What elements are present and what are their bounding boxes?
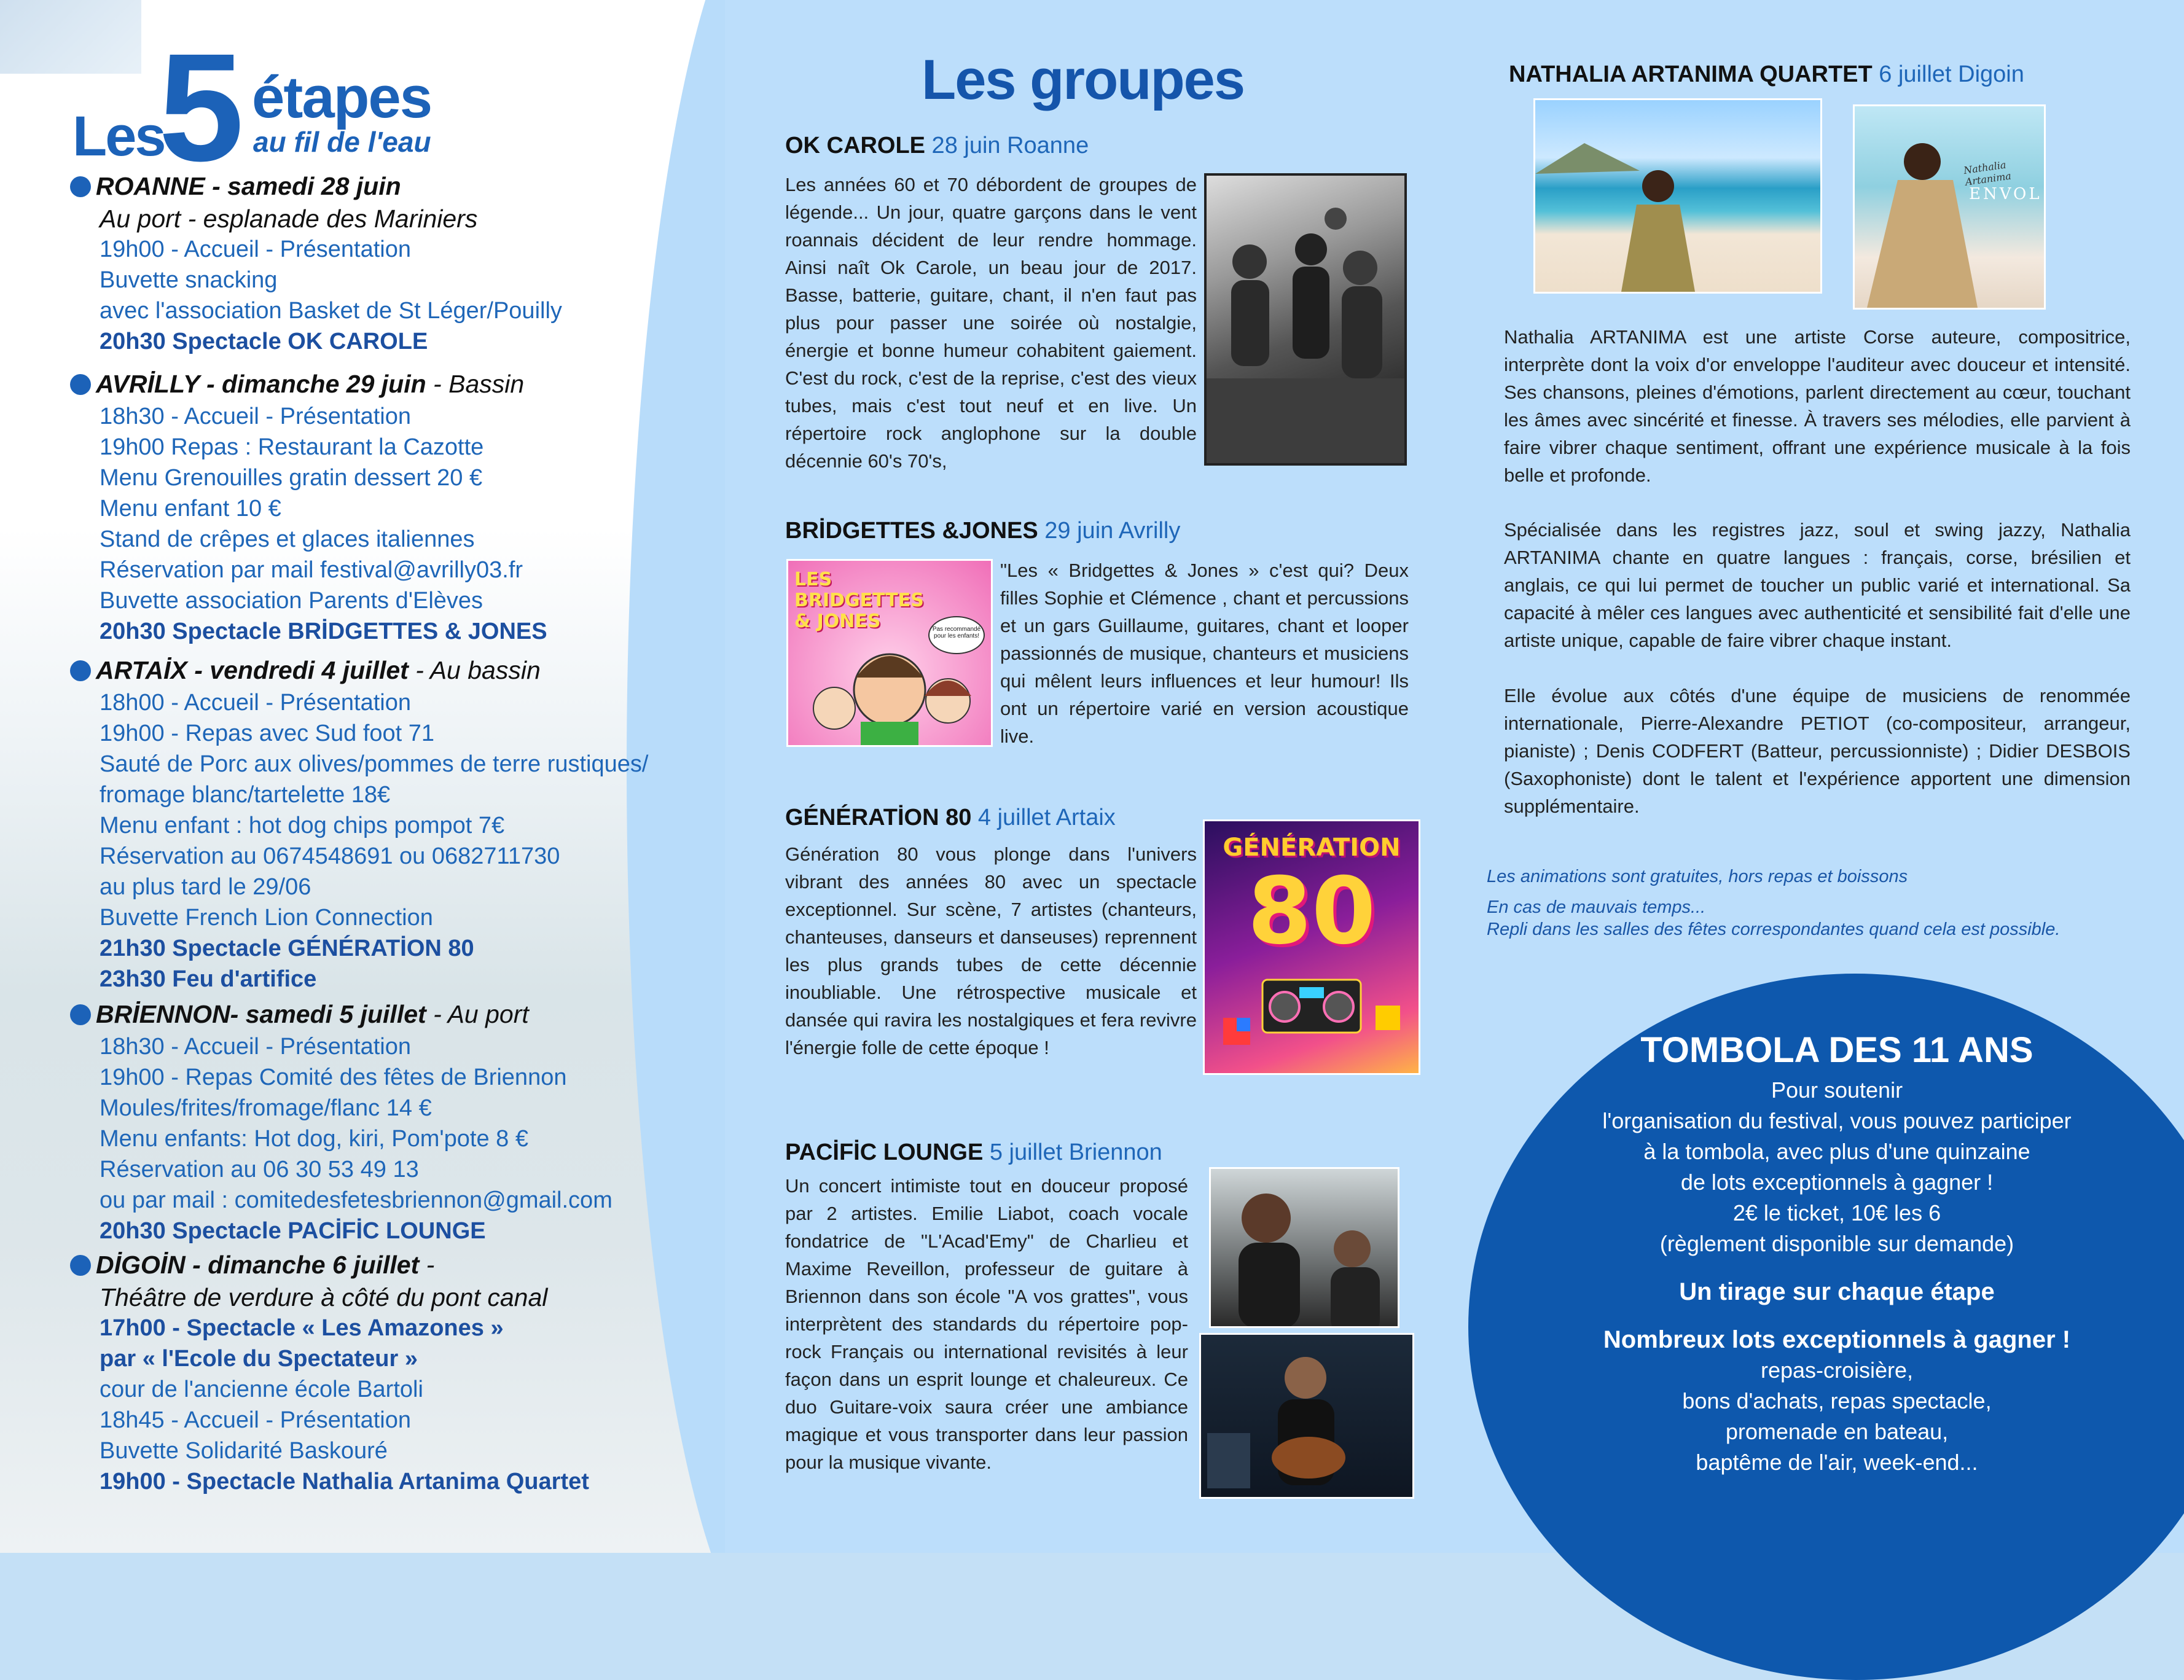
generation-heading: GÉNÉRATİON 80 4 juillet Artaix (785, 805, 1116, 830)
note-free: Les animations sont gratuites, hors repas et boissons (1487, 867, 1908, 886)
nathalia-heading: NATHALIA ARTANIMA QUARTET 6 juillet Digoin (1509, 61, 2024, 87)
stage-line: Sauté de Porc aux olives/pommes de terre rustiques/ (100, 751, 649, 777)
stage-line: ou par mail : comitedesfetesbriennon@gmail.com (100, 1187, 613, 1213)
album-singer (1855, 106, 2044, 308)
tombola-intro-4: 2€ le ticket, 10€ les 6 (1732, 1200, 1941, 1225)
generation-poster-number: 80 (1247, 858, 1376, 965)
stage-line: avec l'association Basket de St Léger/Pouilly (100, 298, 562, 324)
ok-carole-heading: OK CAROLE 28 juin Roanne (785, 133, 1089, 158)
bullet-dot-icon (70, 1004, 91, 1025)
tombola-tirage: Un tirage sur chaque étape (1679, 1278, 1995, 1305)
logo-five: 5 (159, 21, 245, 193)
stage-0 (69, 170, 720, 357)
stage-2 (69, 654, 720, 994)
tombola-content (1487, 1026, 2184, 1478)
stage-line: 18h30 - Accueil - Présentation (100, 1034, 411, 1060)
stage-4 (69, 1248, 720, 1497)
logo-subtitle: au fil de l'eau (253, 126, 431, 158)
tombola-intro-3: de lots exceptionnels à gagner ! (1680, 1170, 1994, 1195)
guitarist-silhouette (1201, 1335, 1412, 1497)
generation-text: Génération 80 vous plonge dans l'univers vibrant des années 80 avec un spectacle exceptionnel. Sur scène, 7 artistes (chanteurs, chanteuses, danseurs et danseuses) reprennent les plus grands tubes de cette décennie inoubliable. Une rétrospective musicale et dansée qui ravira les nostalgiques et fera revivre l'énergie folle de cette époque ! (785, 843, 1197, 1058)
pacific-text: Un concert intimiste tout en douceur proposé par 2 artistes. Emilie Liabot, coach vocale fondatrice de "L'Acad'Emy" de Charlieu et Maxime Reveillon, professeur de guitare à Briennon dans son école "A vos grattes", vous interprètent des standards du répertoire pop-rock Français ou international revisités à leur façon dans un esprit lounge et chaleureux. Ce duo Guitare-voix saura créer une ambiance magique et vous transporter dans leur passion pour la musique vivante. (785, 1175, 1188, 1473)
stage-line: 19h00 - Accueil - Présentation (100, 236, 411, 262)
stage-line: cour de l'ancienne école Bartoli (100, 1377, 423, 1402)
cartoon-faces (788, 561, 991, 745)
nathalia-text-1: Nathalia ARTANIMA est une artiste Corse auteure, compositrice, interprète dont la voix d'or enveloppe l'auditeur avec douceur et intensité. Ses chansons, pleines d'émotions, parlent directement au cœur, touchant les âmes avec sincérité et finesse. À travers ses mélodies, elle parvient à faire vibrer chaque sentiment, offrant une expérience musicale à la fois belle et profonde. (1504, 326, 2131, 486)
stage-heading: ARTAİX - vendredi 4 juillet - Au bassin (69, 654, 720, 687)
nathalia-photo-beach (1533, 98, 1822, 294)
stage-line: Menu enfant : hot dog chips pompot 7€ (100, 813, 505, 838)
bridgettes-text: "Les « Bridgettes & Jones » c'est qui? Deux filles Sophie et Clémence , chant et percussions et un gars Guillaume, guitares, chant et looper passionnés de musique, chanteurs et musiciens qui mêlent leurs influences et leur humour! Ils ont un répertoire varié en version acoustique live. (1000, 560, 1409, 747)
nathalia-album-cover (1853, 104, 2046, 310)
stage-heading: BRİENNON- samedi 5 juillet - Au port (69, 998, 720, 1031)
stage-line: 23h30 Feu d'artifice (100, 966, 317, 992)
tombola-lot-2: promenade en bateau, (1725, 1419, 1949, 1444)
note-fallback: Repli dans les salles des fêtes correspondantes quand cela est possible. (1487, 920, 2061, 939)
stage-line: 17h00 - Spectacle « Les Amazones » (100, 1315, 504, 1341)
nathalia-text-2: Spécialisée dans les registres jazz, soul et swing jazzy, Nathalia ARTANIMA chante en quatre langues : français, corse, brésilien et anglais, ce qui lui permet de toucher un public varié et international. Sa capacité à mêler ces langues avec authenticité et sensibilité fait d'elle une artiste unique, capable de faire vibrer chaque instant. (1504, 519, 2131, 651)
stage-heading: DİGOİN - dimanche 6 juillet - (69, 1248, 720, 1282)
generation-poster (1203, 819, 1420, 1075)
stage-line: 20h30 Spectacle BRİDGETTES & JONES (100, 619, 547, 644)
corner-decoration (0, 0, 141, 74)
tombola-title: TOMBOLA DES 11 ANS (1640, 1030, 2033, 1070)
stage-3 (69, 998, 720, 1246)
generation-poster-title: GÉNÉRATION (1223, 834, 1401, 862)
stage-line: 21h30 Spectacle GÉNÉRATİON 80 (100, 936, 474, 961)
album-signature: Nathalia Artanima (1962, 158, 2012, 188)
bullet-dot-icon (70, 176, 91, 197)
stage-line: Stand de crêpes et glaces italiennes (100, 526, 475, 552)
stage-line: Réservation par mail festival@avrilly03.fr (100, 557, 523, 583)
boombox-icon (1205, 821, 1419, 1073)
tombola-lot-3: baptême de l'air, week-end... (1696, 1450, 1978, 1475)
singer-silhouette (1211, 1169, 1398, 1326)
stage-line: Buvette French Lion Connection (100, 905, 433, 931)
stage-line: 18h45 - Accueil - Présentation (100, 1407, 411, 1433)
stage-line: Réservation au 06 30 53 49 13 (100, 1157, 419, 1182)
stage-line: Buvette Solidarité Baskouré (100, 1438, 388, 1464)
stage-line: 19h00 - Repas avec Sud foot 71 (100, 721, 435, 746)
bridgettes-poster (786, 559, 993, 747)
stage-line: 18h30 - Accueil - Présentation (100, 404, 411, 429)
stage-line: Menu enfant 10 € (100, 496, 281, 522)
pacific-photo-guitarist (1199, 1333, 1414, 1499)
stage-line: 19h00 - Spectacle Nathalia Artanima Quartet (100, 1469, 589, 1494)
album-title: ENVOL (1969, 185, 2042, 203)
stage-line: 20h30 Spectacle OK CAROLE (100, 329, 428, 354)
bridgettes-heading: BRİDGETTES &JONES 29 juin Avrilly (785, 518, 1181, 544)
stage-line: Réservation au 0674548691 ou 0682711730 (100, 843, 560, 869)
tombola-lot-0: repas-croisière, (1760, 1358, 1914, 1383)
tombola-intro-0: Pour soutenir (1771, 1077, 1903, 1103)
tombola-intro-5: (règlement disponible sur demande) (1659, 1231, 2014, 1256)
stage-line: 19h00 - Repas Comité des fêtes de Briennon (100, 1065, 567, 1090)
ok-carole-text: Les années 60 et 70 débordent de groupes de légende... Un jour, quatre garçons dans le vent roannais décident de leur rendre hommage. Ainsi naît Ok Carole, un beau jour de 2017. Basse, batterie, guitare, chant, il n'en faut pas plus pour passer une soirée où nostalgie, énergie et bonne humeur cohabitent gaiement. C'est du rock, c'est de la reprise, c'est des vieux tubes, mais c'est tout neuf et en live. Un répertoire rock anglophone sur la double décennie 60's 70's, (785, 174, 1197, 472)
logo-etapes: étapes (252, 64, 432, 130)
stage-1 (69, 367, 720, 647)
singer-on-beach (1535, 100, 1820, 292)
pacific-heading: PACİFİC LOUNGE 5 juillet Briennon (785, 1139, 1162, 1165)
stage-line: Menu Grenouilles gratin dessert 20 € (100, 465, 483, 491)
bullet-dot-icon (70, 1255, 91, 1276)
stage-line: Théâtre de verdure à côté du pont canal (100, 1283, 548, 1311)
tombola-intro-2: à la tombola, avec plus d'une quinzaine (1643, 1139, 2030, 1164)
nathalia-text-3: Elle évolue aux côtés d'une équipe de musiciens de renommée internationale, Pierre-Alexandre PETIOT (co-compositeur, arrangeur, pianiste) ; Denis CODFERT (Batteur, percussionniste) ; Didier DESBOIS (Saxophoniste) dont le talent et l'expérience apportent une dimension supplémentaire. (1504, 685, 2131, 817)
info-notes (1487, 863, 2060, 943)
bullet-dot-icon (70, 660, 91, 681)
note-weather: En cas de mauvais temps... (1487, 897, 1706, 917)
stage-line: Buvette snacking (100, 267, 278, 293)
stage-heading: ROANNE - samedi 28 juin (69, 170, 720, 203)
stage-line: fromage blanc/tartelette 18€ (100, 782, 391, 808)
groups-title: Les groupes (922, 49, 1245, 111)
stage-line: Menu enfants: Hot dog, kiri, Pom'pote 8 € (100, 1126, 528, 1152)
stage-line: 18h00 - Accueil - Présentation (100, 690, 411, 716)
bullet-dot-icon (70, 374, 91, 395)
speech-bubble: Pas recommandé pour les enfants! (928, 616, 985, 654)
tombola-intro-1: l'organisation du festival, vous pouvez participer (1602, 1108, 2072, 1133)
tombola-lot-1: bons d'achats, repas spectacle, (1682, 1388, 1992, 1413)
stage-line: au plus tard le 29/06 (100, 874, 311, 900)
pacific-photo-singer (1209, 1167, 1399, 1328)
bridgettes-poster-title: LES BRIDGETTES & JONES (794, 569, 924, 632)
logo-les: Les (72, 105, 165, 168)
tombola-lots-title: Nombreux lots exceptionnels à gagner ! (1603, 1326, 2071, 1353)
stage-line: 19h00 Repas : Restaurant la Cazotte (100, 434, 484, 460)
stage-heading: AVRİLLY - dimanche 29 juin - Bassin (69, 367, 720, 401)
stage-line: Moules/frites/fromage/flanc 14 € (100, 1095, 432, 1121)
ok-carole-photo (1204, 173, 1407, 466)
stage-line: 20h30 Spectacle PACİFİC LOUNGE (100, 1218, 486, 1244)
stage-line: par « l'Ecole du Spectateur » (100, 1346, 418, 1372)
band-silhouettes (1207, 176, 1404, 463)
stage-line: Au port - esplanade des Mariniers (100, 205, 478, 233)
stage-line: Buvette association Parents d'Elèves (100, 588, 483, 614)
